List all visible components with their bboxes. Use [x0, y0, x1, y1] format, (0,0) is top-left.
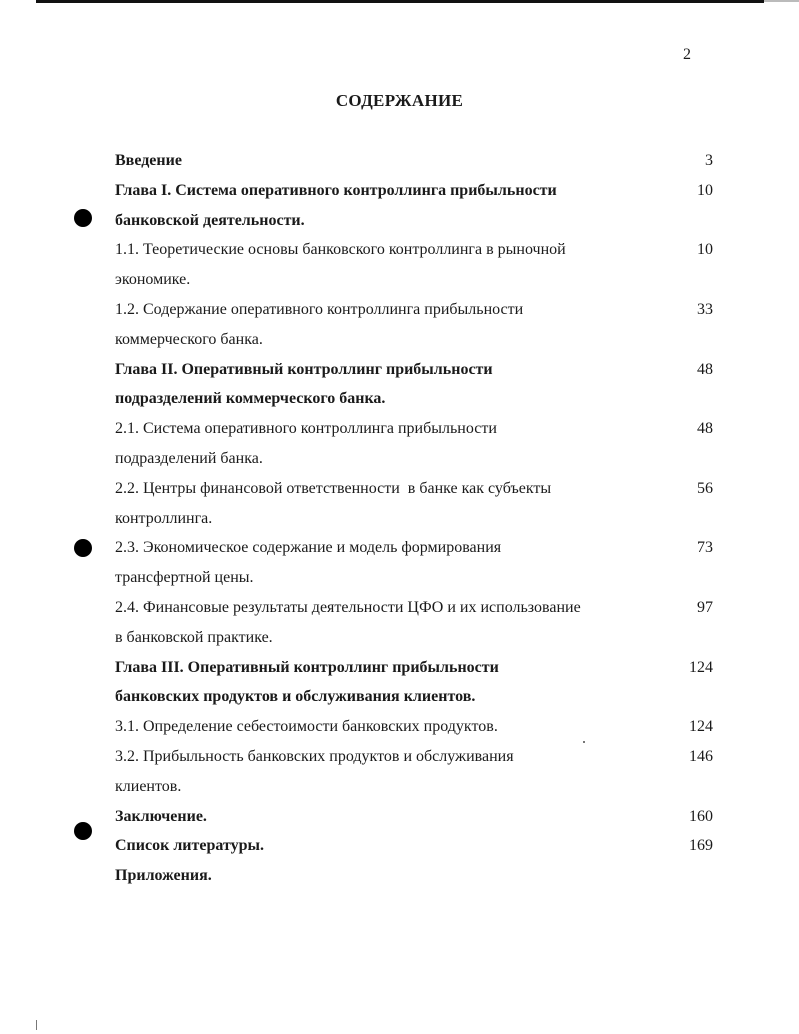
toc-line-section-2-1-cont	[115, 448, 715, 478]
toc-entry-title-continued: банковских продуктов и обслуживания клиентов.	[115, 688, 476, 706]
toc-line-section-1-2	[115, 299, 715, 329]
toc-entry-title: Приложения.	[115, 867, 212, 885]
toc-entry-page: 146	[689, 747, 713, 765]
toc-line-section-2-4	[115, 597, 715, 627]
toc-line-chapter-3	[115, 657, 715, 687]
scan-top-border-faint	[764, 0, 799, 2]
toc-line-section-2-2-cont	[115, 508, 715, 538]
scan-top-border	[36, 0, 764, 3]
toc-entry-title: Глава III. Оперативный контроллинг прибыльности	[115, 658, 499, 676]
toc-entry-title: Введение	[115, 152, 182, 169]
toc-entry-title-continued: в банковской практике.	[115, 628, 273, 646]
toc-entry-title-continued: банковской деятельности.	[115, 211, 305, 229]
toc-entry-page: 97	[697, 598, 713, 616]
toc-line-section-3-1	[115, 716, 715, 746]
toc-line-section-1-2-cont	[115, 329, 715, 359]
toc-entry-title: 2.3. Экономическое содержание и модель формирования	[115, 539, 502, 557]
punch-hole-top	[74, 209, 92, 227]
toc-entry-title-continued: подразделений банка.	[115, 449, 263, 467]
toc-line-chapter-2	[115, 359, 715, 389]
toc-entry-page: 48	[697, 360, 713, 378]
toc-line-chapter-2-cont	[115, 388, 715, 418]
toc-entry-page: 48	[697, 420, 713, 438]
toc-line-references	[115, 835, 715, 865]
toc-entry-page: 10	[697, 241, 713, 259]
toc-entry-title: 2.4. Финансовые результаты деятельности ЦФО и их использование	[115, 598, 581, 616]
toc-line-intro	[115, 150, 715, 180]
toc-line-section-2-3	[115, 537, 715, 567]
toc-entry-page: 33	[697, 300, 713, 318]
punch-hole-middle	[74, 539, 92, 557]
toc-entry-title: 2.2. Центры финансовой ответственности в банке как субъекты	[115, 479, 552, 497]
toc-line-section-2-2	[115, 478, 715, 508]
toc-line-section-2-4-cont	[115, 627, 715, 657]
toc-line-appendices	[115, 865, 715, 895]
toc-line-conclusion	[115, 806, 715, 836]
toc-line-section-1-1	[115, 239, 715, 269]
toc-entry-title: Глава I. Система оперативного контроллинга прибыльности	[115, 181, 557, 199]
toc-entry-page: 56	[697, 479, 713, 497]
scan-speck	[36, 1020, 37, 1030]
toc-entry-title: 1.2. Содержание оперативного контроллинга прибыльности	[115, 300, 524, 318]
toc-line-section-3-2	[115, 746, 715, 776]
toc-entry-page: 124	[689, 718, 713, 736]
toc-entry-title: 1.1. Теоретические основы банковского контроллинга в рыночной	[115, 241, 566, 259]
toc-entry-title: Заключение.	[115, 807, 207, 825]
toc-entry-page: 169	[689, 837, 713, 855]
toc-line-chapter-1-cont	[115, 210, 715, 240]
page-title: СОДЕРЖАНИЕ	[335, 91, 464, 110]
toc-entry-title-continued: экономике.	[115, 271, 191, 289]
toc-entry-title: 3.1. Определение себестоимости банковских продуктов.	[115, 718, 498, 736]
toc-line-chapter-3-cont	[115, 686, 715, 716]
toc-entry-title: Список литературы.	[115, 837, 264, 855]
toc-entry-page: 160	[689, 807, 713, 825]
toc-entry-title: Глава II. Оперативный контроллинг прибыльности	[115, 360, 493, 378]
toc-entry-title: 2.1. Система оперативного контроллинга прибыльности	[115, 420, 497, 438]
toc-entry-title-continued: коммерческого банка.	[115, 330, 263, 348]
table-of-contents	[115, 150, 715, 895]
scan-speck	[583, 741, 585, 743]
toc-entry-title-continued: контроллинга.	[115, 509, 213, 527]
toc-line-section-3-2-cont	[115, 776, 715, 806]
toc-line-section-2-3-cont	[115, 567, 715, 597]
toc-entry-title-continued: клиентов.	[115, 777, 182, 795]
toc-entry-title-continued: подразделений коммерческого банка.	[115, 390, 386, 408]
toc-entry-page: 3	[705, 152, 713, 169]
toc-line-section-1-1-cont	[115, 269, 715, 299]
punch-hole-bottom	[74, 822, 92, 840]
toc-entry-page: 124	[689, 658, 713, 676]
toc-entry-title: 3.2. Прибыльность банковских продуктов и обслуживания	[115, 747, 514, 765]
toc-entry-page: 73	[697, 539, 713, 557]
page-number: 2	[683, 46, 691, 63]
toc-line-chapter-1	[115, 180, 715, 210]
toc-entry-title-continued: трансфертной цены.	[115, 569, 254, 587]
toc-entry-page: 10	[697, 181, 713, 199]
toc-line-section-2-1	[115, 418, 715, 448]
